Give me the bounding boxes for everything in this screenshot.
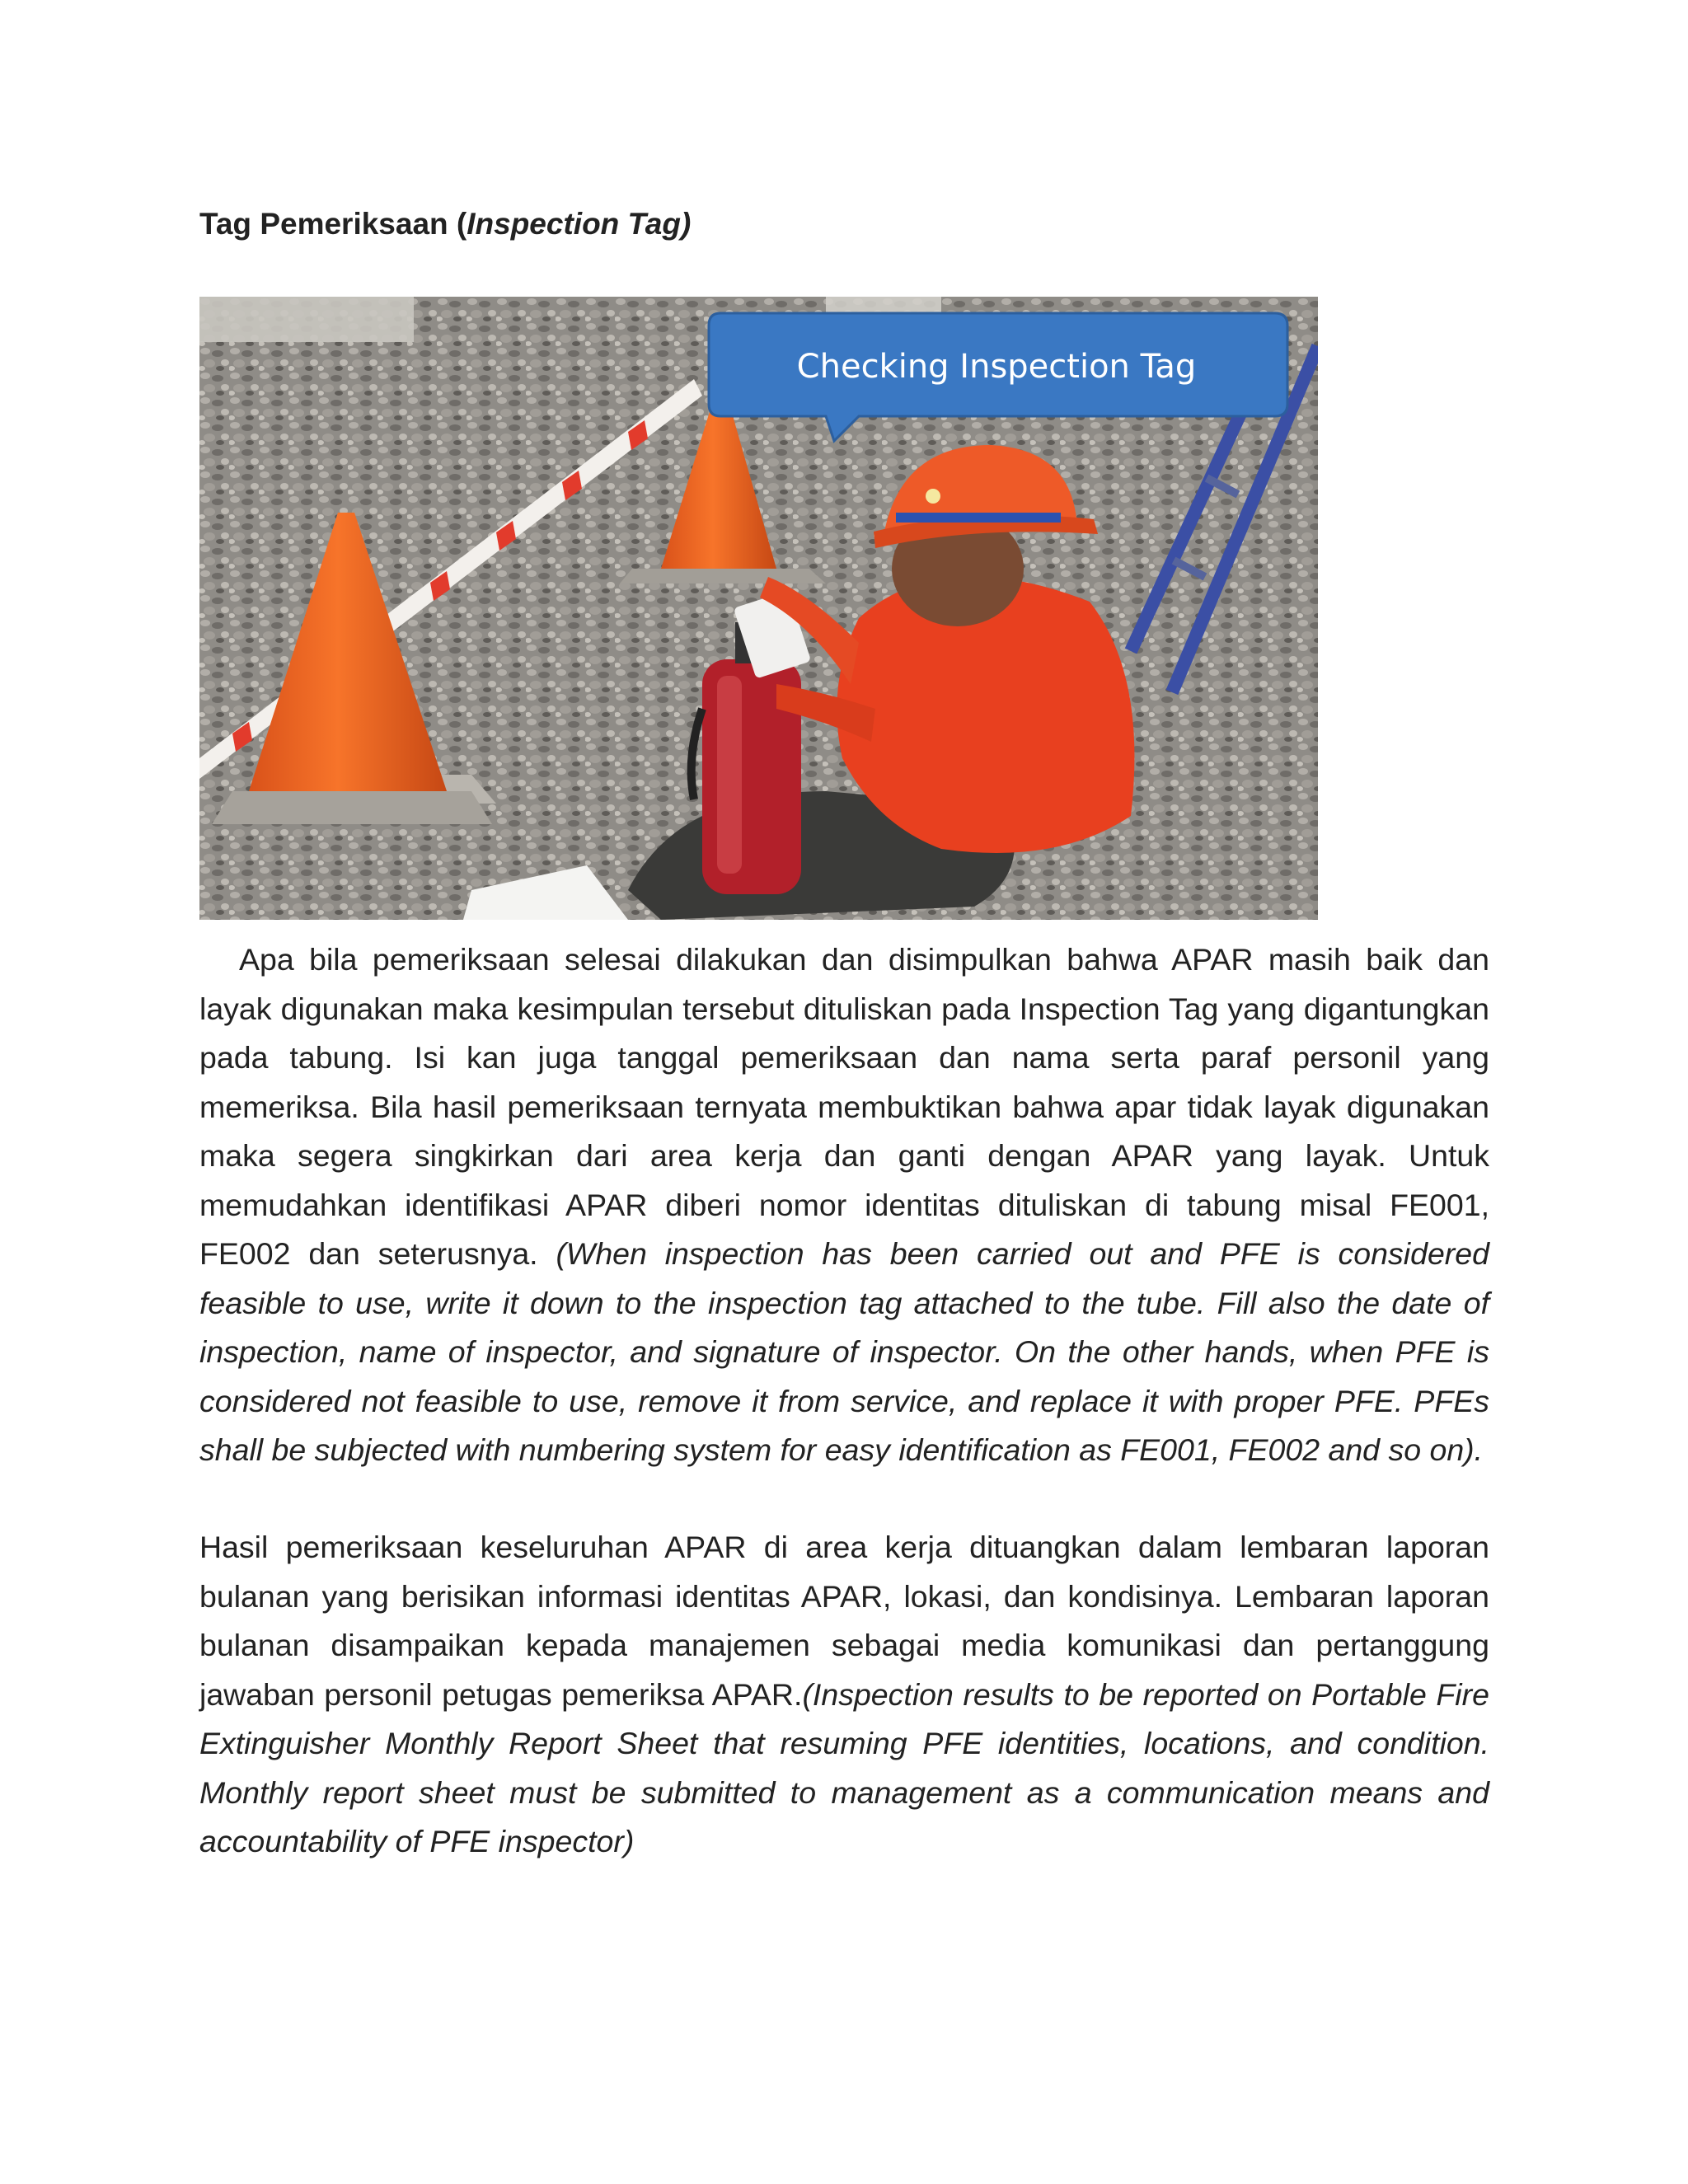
callout-text: Checking Inspection Tag [796, 348, 1197, 386]
paragraph-1-indonesian: Apa bila pemeriksaan selesai dilakukan dan disimpulkan bahwa APAR masih baik dan layak digunakan maka kesimpulan tersebut dituliskan pada Inspection Tag yang digantungkan pada tabung. Isi kan juga tanggal pemeriksaan dan nama serta paraf personil yang memeriksa. Bila hasil pemeriksaan ternyata membuktikan bahwa apar tidak layak digunakan maka segera singkirkan dari area kerja dan ganti dengan APAR yang layak. Untuk memudahkan identifikasi APAR diberi nomor identitas dituliskan di tabung misal FE001, FE002 dan seterusnya. [199, 942, 1489, 1271]
page-heading [199, 206, 691, 242]
heading-italic-text: Inspection Tag) [467, 207, 692, 241]
heading-text: Tag Pemeriksaan ( [199, 207, 467, 241]
paragraph-2 [199, 1523, 1489, 1867]
cone-base-plate-back [620, 569, 826, 583]
hard-hat-band [896, 513, 1061, 523]
cone-base-plate [212, 791, 492, 824]
inspection-photo [199, 297, 1318, 920]
hard-hat-badge [926, 489, 940, 504]
photo-illustration [199, 297, 1318, 920]
paragraph-1 [199, 935, 1489, 1475]
paragraph-1-english: (When inspection has been carried out and PFE is considered feasible to use, write it down to the inspection tag attached to the tube. Fill also the date of inspection, name of inspector, and signature of inspector. On the other hands, when PFE is considered not feasible to use, remove it from service, and replace it with proper PFE. PFEs shall be subjected with numbering system for easy identification as FE001, FE002 and so on). [199, 1236, 1489, 1467]
extinguisher-highlight [717, 676, 742, 874]
paragraph-2-indonesian: Hasil pemeriksaan keseluruhan APAR di area kerja dituangkan dalam lembaran laporan bulanan yang berisikan informasi identitas APAR, lokasi, dan kondisinya. Lembaran laporan bulanan disampaikan kepada manajemen sebagai media komunikasi dan pertanggung jawaban personil petugas pemeriksa APAR. [199, 1530, 1489, 1712]
background-slab [199, 297, 414, 342]
paragraph-2-english: (Inspection results to be reported on Portable Fire Extinguisher Monthly Report Sheet that resuming PFE identities, locations, and condition. Monthly report sheet must be submitted to management as a communication means and accountability of PFE inspector) [199, 1676, 1489, 1858]
